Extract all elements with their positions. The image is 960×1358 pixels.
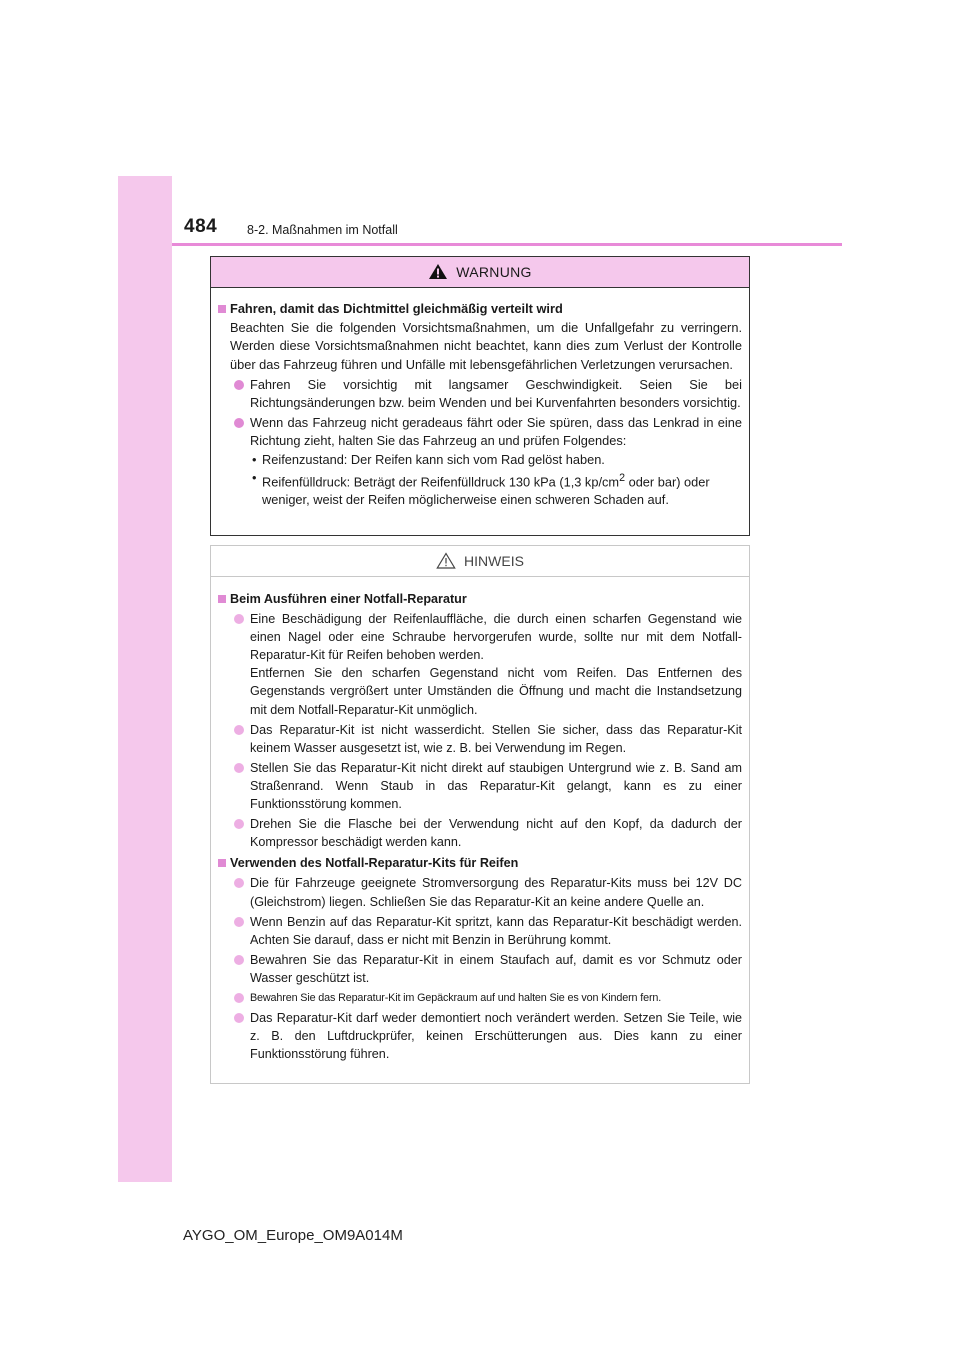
circle-bullet-icon bbox=[234, 993, 244, 1003]
square-bullet-icon bbox=[218, 305, 226, 313]
hint-header bbox=[211, 546, 749, 577]
list-item: Stellen Sie das Reparatur-Kit nicht direkt auf staubigen Untergrund wie z. B. Sand am Straßenrand. Wenn Staub in das Reparatur-Kit gelangt, kann es zu einer Funktionsstörung kommen. bbox=[218, 759, 742, 813]
list-item: Bewahren Sie das Reparatur-Kit im Gepäckraum auf und halten Sie es von Kindern fern. bbox=[218, 989, 742, 1007]
circle-bullet-icon bbox=[234, 380, 244, 390]
list-item: Das Reparatur-Kit ist nicht wasserdicht. Stellen Sie sicher, dass das Reparatur-Kit keinem Wasser ausgesetzt ist, wie z. B. bei Verwendung im Regen. bbox=[218, 721, 742, 757]
hint-box bbox=[210, 545, 750, 1084]
hint-heading: Verwenden des Notfall-Reparatur-Kits für Reifen bbox=[218, 854, 742, 872]
sub-list-item: • Reifenfülldruck: Beträgt der Reifenfülldruck 130 kPa (1,3 $kp/cm^2$ oder bar) oder weniger, weist der Reifen möglicherweise einen schweren Schaden auf. bbox=[252, 469, 710, 508]
warning-title: WARNUNG bbox=[456, 264, 532, 280]
side-margin-bar bbox=[118, 176, 172, 1182]
square-bullet-icon bbox=[218, 595, 226, 603]
list-item: Wenn das Fahrzeug nicht geradeaus fährt oder Sie spüren, dass das Lenkrad in eine Richtung zieht, halten Sie das Fahrzeug an und prüfen Folgendes: bbox=[218, 414, 742, 450]
caution-triangle-icon bbox=[436, 552, 456, 569]
circle-bullet-icon bbox=[234, 763, 244, 773]
circle-bullet-icon bbox=[234, 418, 244, 428]
sub-list-item: • Reifenzustand: Der Reifen kann sich vom Rad gelöst haben. bbox=[252, 451, 605, 467]
list-item: Bewahren Sie das Reparatur-Kit in einem Staufach auf, damit es vor Schmutz oder Wasser geschützt ist. bbox=[218, 951, 742, 987]
circle-bullet-icon bbox=[234, 1013, 244, 1023]
circle-bullet-icon bbox=[234, 955, 244, 965]
header-rule bbox=[172, 243, 842, 246]
circle-bullet-icon bbox=[234, 614, 244, 624]
warning-heading: Fahren, damit das Dichtmittel gleichmäßig verteilt wird bbox=[218, 300, 742, 318]
warning-header bbox=[211, 257, 749, 288]
list-item: Fahren Sie vorsichtig mit langsamer Geschwindigkeit. Seien Sie bei Richtungsänderungen bzw. beim Wenden und bei Kurvenfahrten besonders vorsichtig. bbox=[218, 376, 742, 412]
section-title: 8-2. Maßnahmen im Notfall bbox=[247, 223, 398, 237]
warning-triangle-icon bbox=[428, 263, 448, 280]
circle-bullet-icon bbox=[234, 917, 244, 927]
hint-content bbox=[211, 577, 749, 1063]
warning-intro: Beachten Sie die folgenden Vorsichtsmaßnahmen, um die Unfallgefahr zu verringern. Werden diese Vorsichtsmaßnahmen nicht beachtet, kann dies zum Verlust der Kontrolle über das Fahrzeug führen und Unfälle mit lebensgefährlichen Verletzungen verursachen. bbox=[230, 320, 742, 372]
hint-title: HINWEIS bbox=[464, 553, 524, 569]
list-item: Wenn Benzin auf das Reparatur-Kit spritzt, kann das Reparatur-Kit beschädigt werden. Achten Sie darauf, dass er nicht mit Benzin in Berührung kommt. bbox=[218, 913, 742, 949]
circle-bullet-icon bbox=[234, 725, 244, 735]
list-item-continuation: Entfernen Sie den scharfen Gegenstand nicht vom Reifen. Das Entfernen des Gegenstands vergrößert unter Umständen die Öffnung und macht die Instandsetzung mit dem Notfall-Reparatur-Kit unmöglich. bbox=[250, 666, 742, 717]
list-item: Drehen Sie die Flasche bei der Verwendung nicht auf den Kopf, da dadurch der Kompressor beschädigt werden kann. bbox=[218, 815, 742, 851]
circle-bullet-icon bbox=[234, 878, 244, 888]
warning-content bbox=[211, 288, 749, 510]
list-item: Das Reparatur-Kit darf weder demontiert noch verändert werden. Setzen Sie Teile, wie z. B. den Luftdruckprüfer, keinen Erschütterungen aus. Dies kann zu einer Funktionsstörung führen. bbox=[218, 1009, 742, 1063]
hint-heading: Beim Ausführen einer Notfall-Reparatur bbox=[218, 590, 742, 608]
circle-bullet-icon bbox=[234, 819, 244, 829]
list-item: Die für Fahrzeuge geeignete Stromversorgung des Reparatur-Kits muss bei 12V DC (Gleichstrom) liegen. Schließen Sie das Reparatur-Kit an keine andere Quelle an. bbox=[218, 874, 742, 910]
list-item: Eine Beschädigung der Reifenlauffläche, die durch einen scharfen Gegenstand wie einen Nagel oder eine Schraube hervorgerufen wurde, sollte nur mit dem Notfall-Reparatur-Kit für Reifen behoben werden. Entfernen Sie den scharfen Gegenstand nicht vom Reifen. Das Entfernen des Gegenstands vergrößert unter Umständen die Öffnung und macht die Instandsetzung mit dem Notfall-Reparatur-Kit unmöglich. bbox=[218, 610, 742, 719]
square-bullet-icon bbox=[218, 859, 226, 867]
page-number: 484 bbox=[184, 216, 218, 237]
document-code: AYGO_OM_Europe_OM9A014M bbox=[183, 1227, 403, 1244]
warning-box bbox=[210, 256, 750, 536]
